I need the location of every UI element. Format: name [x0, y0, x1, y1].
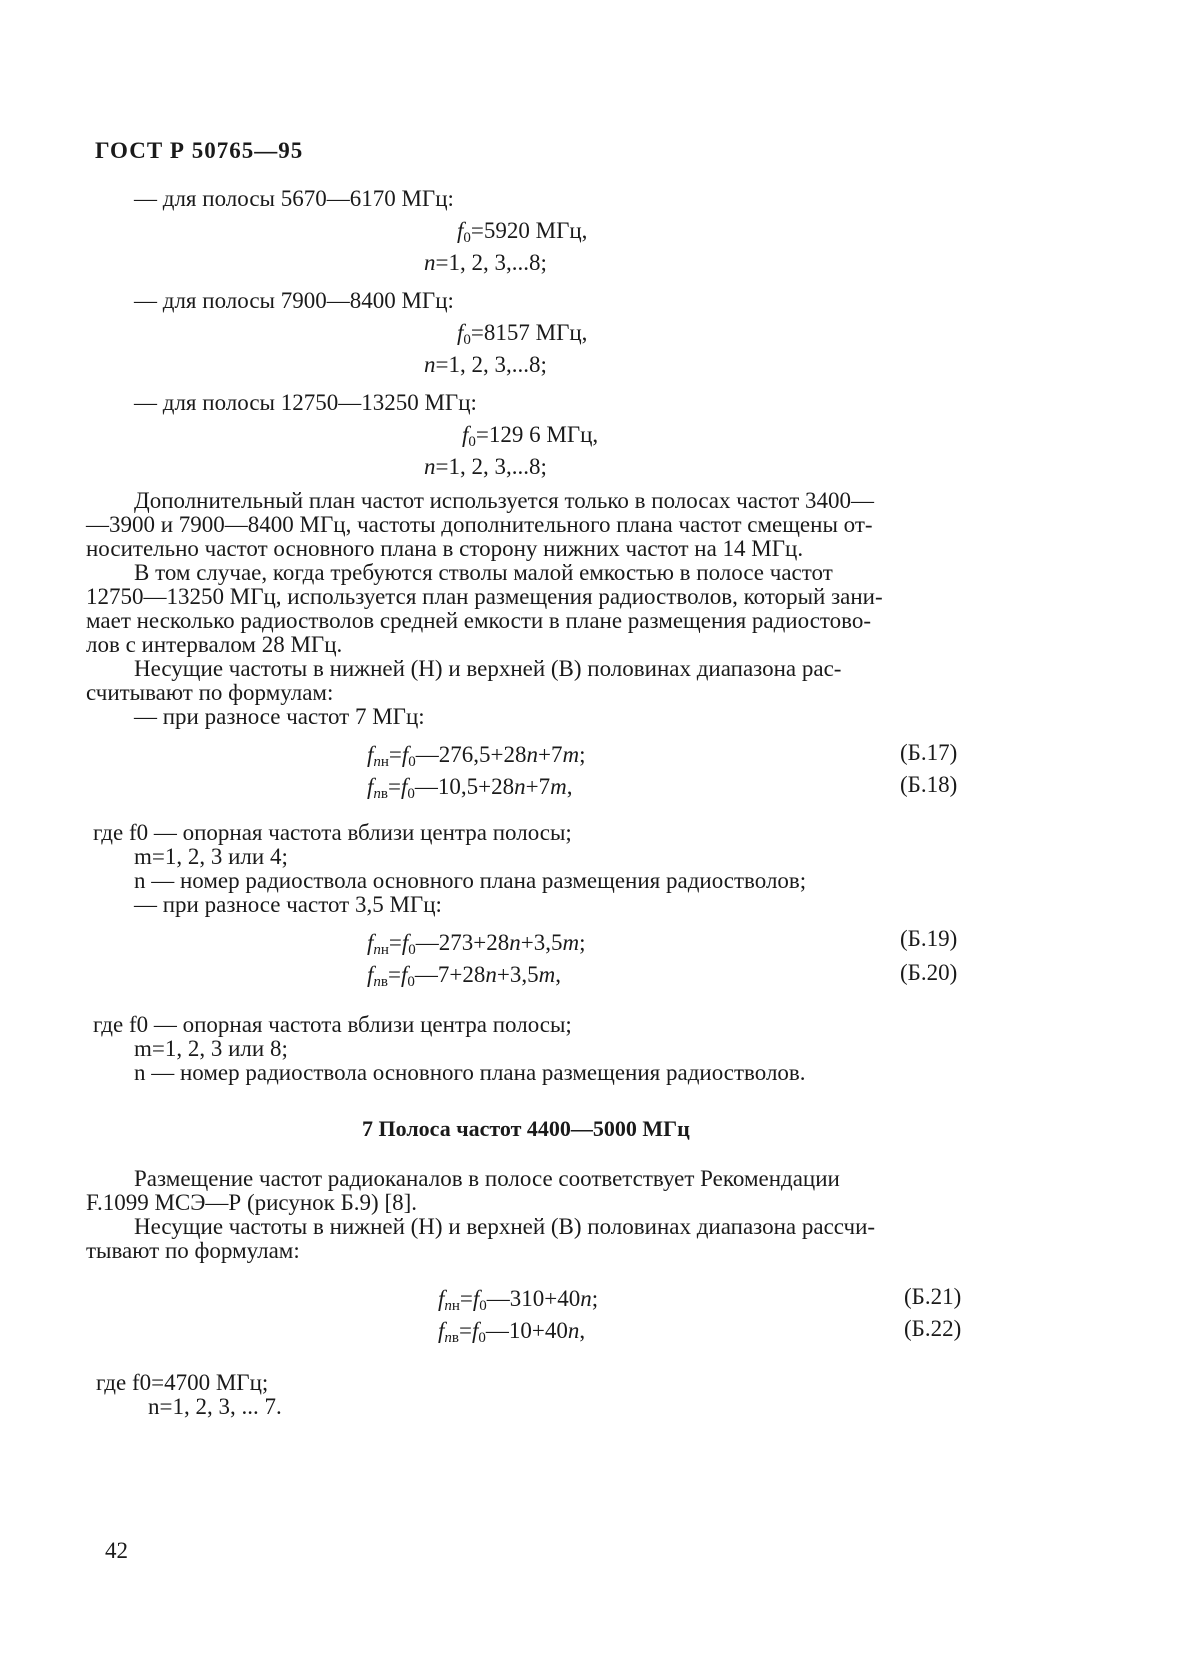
- paragraph-5-line-1: Несущие частоты в нижней (Н) и верхней (В) половинах диапазона рассчи-: [134, 1214, 876, 1239]
- paragraph-2-line-4: лов с интервалом 28 МГц.: [86, 632, 343, 657]
- formula-b18-number: (Б.18): [900, 772, 958, 797]
- paragraph-4-line-2: F.1099 МСЭ—Р (рисунок Б.9) [8].: [86, 1190, 418, 1215]
- document-header: ГОСТ Р 50765—95: [95, 138, 304, 163]
- paragraph-2-line-2: 12750—13250 МГц, используется план размещения радиостволов, который зани-: [86, 584, 883, 609]
- formula-b19: $f_{nн}=f_0—273+28n+3,5m$;: [367, 930, 586, 958]
- band-3-f0: $f_0=129$ 6 МГц,: [462, 422, 599, 450]
- page-number: 42: [105, 1538, 128, 1563]
- where-1-m: m=1, 2, 3 или 4;: [134, 844, 288, 869]
- paragraph-2-line-1: В том случае, когда требуются стволы малой емкостью в полосе частот: [134, 560, 833, 585]
- band-2-n: n=1, 2, 3,...8;: [424, 352, 547, 377]
- formula-b21-number: (Б.21): [904, 1284, 962, 1309]
- formula-b22-number: (Б.22): [904, 1316, 962, 1341]
- spacing-35-label: — при разносе частот 3,5 МГц:: [134, 892, 442, 917]
- paragraph-2-line-3: мает несколько радиостволов средней емкости в плане размещения радиостово-: [86, 608, 872, 633]
- paragraph-3-line-2: считывают по формулам:: [86, 680, 334, 705]
- band-2-f0: $f_0=8157$ МГц,: [457, 320, 588, 348]
- paragraph-3-line-1: Несущие частоты в нижней (Н) и верхней (В) половинах диапазона рас-: [134, 656, 842, 681]
- band-1-n: n=1, 2, 3,...8;: [424, 250, 547, 275]
- formula-b22: $f_{nв}=f_0—10+40n$,: [438, 1318, 586, 1346]
- where-2-f0: где f0 — опорная частота вблизи центра полосы;: [93, 1012, 572, 1037]
- where-2-m: m=1, 2, 3 или 8;: [134, 1036, 288, 1061]
- section-heading: 7 Полоса частот 4400—5000 МГц: [362, 1116, 690, 1141]
- paragraph-1-line-1: Дополнительный план частот используется только в полосах частот 3400—: [134, 488, 874, 513]
- where-1-f0: где f0 — опорная частота вблизи центра полосы;: [93, 820, 572, 845]
- band-1-f0: $f_0=5920$ МГц,: [457, 218, 588, 246]
- formula-b20: $f_{nв}=f_0—7+28n+3,5m$,: [367, 962, 561, 990]
- paragraph-5-line-2: тывают по формулам:: [86, 1238, 300, 1263]
- paragraph-1-line-3: носительно частот основного плана в сторону нижних частот на 14 МГц.: [86, 536, 804, 561]
- where-1-n: n — номер радиоствола основного плана размещения радиостволов;: [134, 868, 807, 893]
- paragraph-4-line-1: Размещение частот радиоканалов в полосе соответствует Рекомендации: [134, 1166, 840, 1191]
- band-3-label: — для полосы 12750—13250 МГц:: [134, 390, 477, 415]
- formula-b17: $f_{nн}=f_0—276,5+28n+7m$;: [367, 742, 586, 770]
- spacing-7-label: — при разносе частот 7 МГц:: [134, 704, 425, 729]
- paragraph-1-line-2: —3900 и 7900—8400 МГц, частоты дополнительного плана частот смещены от-: [86, 512, 873, 537]
- band-1-label: — для полосы 5670—6170 МГц:: [134, 186, 454, 211]
- formula-b17-number: (Б.17): [900, 740, 958, 765]
- formula-b21: $f_{nн}=f_0—310+40n$;: [438, 1286, 599, 1314]
- band-2-label: — для полосы 7900—8400 МГц:: [134, 288, 454, 313]
- formula-b20-number: (Б.20): [900, 960, 958, 985]
- where-3-n: n=1, 2, 3, ... 7.: [148, 1394, 282, 1419]
- band-3-n: n=1, 2, 3,...8;: [424, 454, 547, 479]
- where-3-f0: где f0=4700 МГц;: [96, 1370, 269, 1395]
- formula-b19-number: (Б.19): [900, 926, 958, 951]
- where-2-n: n — номер радиоствола основного плана размещения радиостволов.: [134, 1060, 806, 1085]
- formula-b18: $f_{nв}=f_0—10,5+28n+7m$,: [367, 774, 573, 802]
